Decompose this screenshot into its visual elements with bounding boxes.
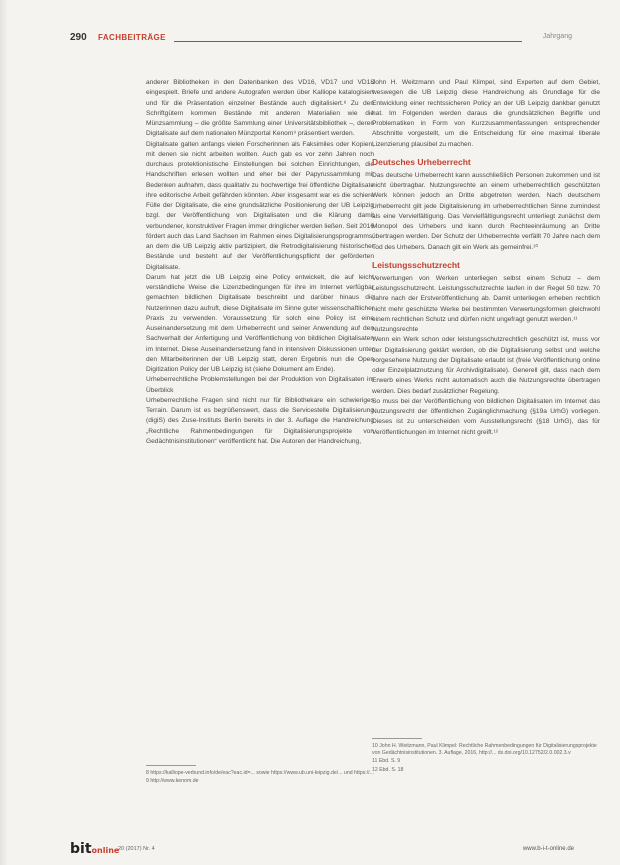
paragraph: Darum hat jetzt die UB Leipzig eine Policy entwickelt, die auf leicht verständliche Weise die Lizenzbedingungen für ihre im Internet verfügbar gemachten bildlichen Digitalisate beschreibt und darüber hinaus die Nutzerinnen dazu aufruft, diese Digitalisate im Sinne guter wissenschaftlicher Praxis zu verwenden. Voraussetzung für solch eine Policy ist eine Auseinandersetzung mit dem Urheberrecht und seiner Anwendung auf den Sachverhalt der Anfertigung und Veröffentlichung von bildlichen Digitalisaten im Internet. Diese Auseinandersetzung fand in intensiven Diskussionen unter den Mitarbeiterinnen der UB Leipzig statt, deren Ergebnis nun die Open Digitization Policy der UB Leipzig ist (siehe Dokument am Ende). xyxy=(146,273,374,373)
header-year: Jahrgang xyxy=(542,33,572,40)
page-footer xyxy=(70,841,574,859)
paragraph: So muss bei der Veröffentlichung von bildlichen Digitalisaten im Internet das Nutzungsrecht der öffentlichen Zugänglichmachung (§19a UrhG) vorliegen. Dieses ist zu unterscheiden vom Ausstellungsrecht (§18 UrhG), das für Veröffentlichungen im Internet nicht greift.¹² xyxy=(372,397,600,436)
paragraph: Urheberrechtliche Problemstellungen bei der Produktion von Digitalisaten im Überblick xyxy=(146,376,374,394)
paragraph: Das deutsche Urheberrecht kann ausschließlich Personen zukommen und ist nicht übertragbar. Nutzungsrechte an einem urheberrechtlich geschützten Werk können jedoch an Dritte abgetreten werden. Nach deutschem Urheberrecht gilt jede Digitalisierung im urheberrechtlichen Sinne zumindest als eine Vervielfältigung. Das Vervielfältigungsrecht unterliegt zunächst dem Monopol des Urhebers und kann durch Rechteeinräumung an Dritte übertragen werden. Der Schutz der Urheberrechte verfällt 70 Jahre nach dem Tod des Urhebers. Danach gilt ein Werk als gemeinfrei.¹⁰ xyxy=(372,171,600,251)
section-heading: Leistungsschutzrecht xyxy=(372,259,460,270)
footnote: 9 http://www.kenom.de xyxy=(146,778,199,785)
section-heading: Deutsches Urheberrecht xyxy=(372,156,471,167)
paragraph: John H. Weitzmann und Paul Klimpel, sind Experten auf dem Gebiet, weswegen die UB Leipzig diese Handreichung als Grundlage für die Entwicklung einer rechtssicheren Policy an der UB Leipzig dankbar genutzt hat. Im Folgenden werden daraus die grundsätzlichen Begriffe und Problematiken in Form von Kurzzusammenfassungen entsprechender Abschnitte vorgestellt, um die Entscheidung für eine maximal liberale Lizenzierung plausibel zu machen. xyxy=(372,79,600,148)
footnote: 11 Ebd. S. 9 xyxy=(372,758,401,765)
paragraph: Urheberrechtliche Fragen sind nicht nur für Bibliothekare ein schwieriges Terrain. Darum ist es begrüßenswert, dass die Servicestelle Digitalisierung (digiS) des Zuse-Instituts Berlin bereits in der 3. Auflage die Handreichung „Rechtliche Rahmenbedingungen für Digitalisierungsprojekte von Gedächtnisinstitutionen“ veröffentlicht hat. Die Autoren der Handreichung, xyxy=(146,396,374,445)
section-title: FACHBEITRÄGE xyxy=(98,33,166,42)
logo-text: bit xyxy=(70,841,92,857)
paragraph: Nutzungsrechte xyxy=(372,326,419,333)
footnote: 8 https://kalliope-verbund.info/de/eac?eac.id=... sowie https://www.ub.uni-leipzig.de/... und https://... xyxy=(146,770,374,776)
footnote: 10 John H. Weitzmann, Paul Klimpel: Rechtliche Rahmenbedingungen für Digitalisierungsprojekte von Gedächtnisinstitutionen. 3. Auflage, 2016, http://... dx.doi.org/10.12752/2.0.002.3.v xyxy=(372,743,597,757)
right-column xyxy=(372,78,600,438)
page-number: 290 xyxy=(70,32,87,43)
magazine-logo xyxy=(70,841,119,857)
page-edge-shadow xyxy=(0,0,8,865)
footnote-rule xyxy=(146,765,196,766)
paragraph: Verwertungen von Werken unterliegen selbst einem Schutz – dem Leistungsschutzrecht. Leistungsschutzrechte laufen in der Regel 50 bzw. 70 Jahre nach der Erstveröffentlichung ab. Damit unterliegen erheben rechtlich nicht mehr geschützte Werke bei bestimmten Verwertungsformen gleichwohl einem rechtlichen Schutz und dürfen nicht ungefragt genutzt werden.¹¹ xyxy=(372,274,600,323)
paragraph: Wenn ein Werk schon oder leistungsschutzrechtlich geschützt ist, muss vor der Digitalisierung geklärt werden, ob die Digitalisierung selbst und welche vorgesehene Nutzung der Digitalisate erlaubt ist (freie Veröffentlichung online oder Einzelplatznutzung für Archivdigitalisate). Generell gilt, dass nach dem Erwerb eines Werks nicht automatisch auch die Nutzungsrechte übertragen werden. Dies bedarf zusätzlicher Regelung. xyxy=(372,336,600,395)
footnotes-left xyxy=(146,765,374,786)
paragraph: anderer Bibliotheken in den Datenbanken des VD16, VD17 und VD18 eingespielt. Briefe und andere Autografen werden über Kalliope katalogisiert und für die Präsentation einzelner Bestände auch digitalisiert.⁸ Zu den Schriftgütern kommen Bestände mit anderen Materialien wie die Münzsammlung – die größte Sammlung einer Universitätsbibliothek –, deren Digitalisate auf dem nationalen Münzportal Kenom⁹ präsentiert werden. xyxy=(146,79,374,138)
footnote: 12 Ebd. S. 18 xyxy=(372,766,404,773)
issue-info: 20 (2017) Nr. 4 xyxy=(118,846,155,852)
paragraph: Digitalisate galten anfangs vielen Forscherinnen als Faksimiles oder Kopien, mit denen sie nicht arbeiten wollten. Auch gab es vor zehn Jahren noch durchaus protektionistische Einstellungen bei solchen Einrichtungen, die Handschriften erlesen wollten und eher bei der Papyrussammlung mit Bedenken aufnahm, dass qualitativ zu hochwertige frei öffentliche Digitalisate ihre editorische Arbeit gefährden könnten. Aber insgesamt war es die schiere Fülle der Digitalisate, die eine grundsätzliche Positionierung der UB Leipzig bzgl. der Veröffentlichung von Digitalisaten und die Klärung damit verbundener, konstruktiver Fragen immer dringlicher werden ließen. Seit 2016 fördert auch das Land Sachsen im Rahmen eines Digitalisierungsprogramms, an dem die UB Leipzig aktiv partizipiert, die Retrodigitalisierung historischer Bestände und besteht auf der Veröffentlichungspflicht der geförderten Digitalisate. xyxy=(146,140,374,271)
page-header xyxy=(70,32,572,46)
logo-suffix: online xyxy=(91,846,120,855)
footnotes-right xyxy=(372,738,600,775)
footnote-rule xyxy=(372,738,422,739)
header-rule xyxy=(174,41,522,42)
left-column xyxy=(146,78,374,447)
website-url: www.b-i-t-online.de xyxy=(522,846,574,852)
